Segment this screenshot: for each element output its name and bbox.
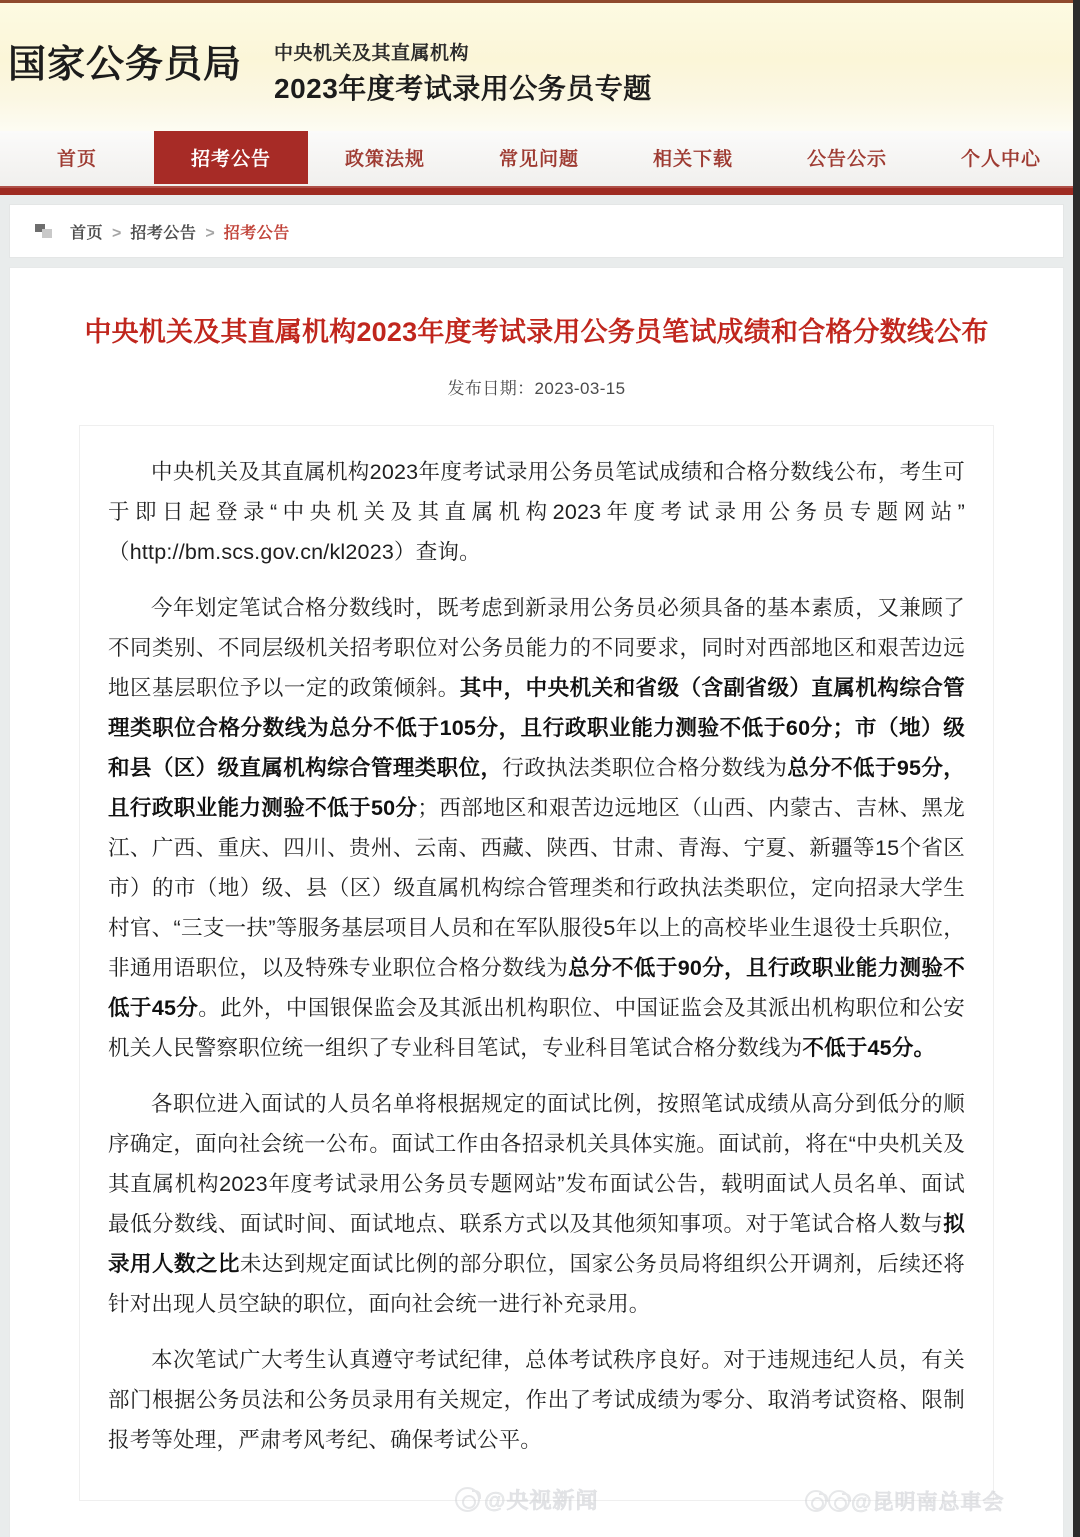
nav-item-0[interactable]: [0, 131, 154, 184]
article-paragraph-p2: [108, 588, 965, 1068]
watermark-label: @央视新闻: [484, 1488, 599, 1513]
watermark-label: @昆明南总車会: [851, 1491, 1005, 1514]
breadcrumb-link-1[interactable]: 招考公告: [130, 224, 197, 242]
body-text: 中央机关及其直属机构2023年度考试录用公务员笔试成绩和合格分数线公布，考生可于即日起登录“中央机关及其直属机构2023年度考试录用公务员专题网站”（http://bm.scs.gov.cn/kl2023）查询。: [108, 460, 965, 564]
nav-item-label: 公告公示: [806, 149, 887, 170]
brand-row: [8, 39, 652, 109]
body-text: 本次笔试广大考生认真遵守考试纪律，总体考试秩序良好。对于违规违纪人员，有关部门根据公务员法和公务员录用有关规定，作出了考试成绩为零分、取消考试资格、限制报考等处理，严肃考风考纪、确保考试公平。: [108, 1348, 965, 1452]
body-text: ；西部地区和艰苦边远地区（山西、内蒙古、吉林、黑龙江、广西、重庆、四川、贵州、云南、西藏、陕西、甘肃、青海、宁夏、新疆等15个省区市）的市（地）级、县（区）级直属机构综合管理类和行政执法类职位，定向招录大学生村官、“三支一扶”等服务基层项目人员和在军队服役5年以上的高校毕业生退役士兵职位，非通用语职位，以及特殊专业职位合格分数线为: [108, 796, 965, 980]
nav-item-label: 个人中心: [960, 149, 1041, 170]
body-text: 各职位进入面试的人员名单将根据规定的面试比例，按照笔试成绩从高分到低分的顺序确定，面向社会统一公布。面试工作由各招录机关具体实施。面试前，将在“中央机关及其直属机构2023年度考试录用公务员专题网站”发布面试公告，载明面试人员名单、面试最低分数线、面试时间、面试地点、联系方式以及其他须知事项。对于笔试合格人数与: [108, 1092, 965, 1236]
emphasis-text: 不低于45分。: [802, 1036, 936, 1060]
site-header: [0, 0, 1073, 131]
article-body: [79, 425, 994, 1501]
nav-item-2[interactable]: [308, 131, 462, 184]
site-logo-text: 国家公务员局: [8, 44, 243, 86]
right-edge-strip: [1073, 0, 1080, 1537]
body-text: 未达到规定面试比例的部分职位，国家公务员局将组织公开调剂，后续还将针对出现人员空缺的职位，面向社会统一进行补充录用。: [108, 1252, 965, 1316]
emphasis-text: 其中，中央机关和省级（含副省级）直属机构综合管理类职位合格分数线为: [108, 676, 965, 740]
article-paragraph-p1: [108, 452, 965, 572]
header-subtitle: 中央机关及其直属机构: [274, 43, 470, 64]
breadcrumb-separator: >: [205, 224, 215, 242]
article-paragraph-p4: [108, 1340, 965, 1460]
nav-item-label: 相关下载: [652, 149, 733, 170]
emphasis-text: 拟录用人数之比: [108, 1212, 965, 1276]
nav-item-label: 招考公告: [190, 149, 271, 170]
emphasis-text: 总分不低于90分，且行政职业能力测验不低于45分: [108, 956, 966, 1020]
breadcrumb: [9, 204, 1064, 258]
emphasis-text: 总分不低于105分，且行政职业能力测验不低于60分: [329, 716, 833, 740]
home-marker-icon: [35, 224, 52, 238]
nav-item-6[interactable]: [924, 131, 1078, 184]
publish-date: 发布日期：2023-03-15: [447, 379, 626, 398]
nav-item-3[interactable]: [462, 131, 616, 184]
header-title: 2023年度考试录用公务员专题: [274, 73, 652, 104]
breadcrumb-separator: >: [112, 224, 122, 242]
page-title: 中央机关及其直属机构2023年度考试录用公务员笔试成绩和合格分数线公布: [84, 317, 989, 347]
brand-titles: [274, 39, 652, 109]
body-text: 。此外，中国银保监会及其派出机构职位、中国证监会及其派出机构职位和公安机关人民警察职位统一组织了专业科目笔试，专业科目笔试合格分数线为: [108, 996, 965, 1060]
breadcrumb-items: [70, 220, 290, 243]
breadcrumb-link-0[interactable]: 首页: [70, 224, 104, 242]
nav-item-1[interactable]: [154, 131, 308, 184]
emphasis-text: 总分不低于95分，且行政职业能力测验不低于50分: [108, 756, 965, 820]
nav-item-4[interactable]: [616, 131, 770, 184]
emphasis-text: ；市（地）级和县（区）级直属机构综合管理类职位，: [108, 716, 965, 780]
nav-item-label: 政策法规: [344, 149, 425, 170]
nav-underline-bar: [0, 186, 1073, 195]
nav-item-5[interactable]: [770, 131, 924, 184]
breadcrumb-outer: [0, 195, 1073, 267]
article-paragraph-p3: [108, 1084, 965, 1324]
article-card: [9, 267, 1064, 1537]
nav-item-label: 首页: [56, 149, 97, 170]
breadcrumb-current: 招考公告: [223, 224, 290, 242]
nav-list: [0, 131, 1073, 184]
main-nav: [0, 131, 1073, 195]
nav-item-label: 常见问题: [498, 149, 579, 170]
body-text: 今年划定笔试合格分数线时，既考虑到新录用公务员必须具备的基本素质，又兼顾了不同类别、不同层级机关招考职位对公务员能力的不同要求，同时对西部地区和艰苦边远地区基层职位予以一定的政策倾斜。: [108, 596, 965, 700]
body-text: 行政执法类职位合格分数线为: [502, 756, 788, 780]
